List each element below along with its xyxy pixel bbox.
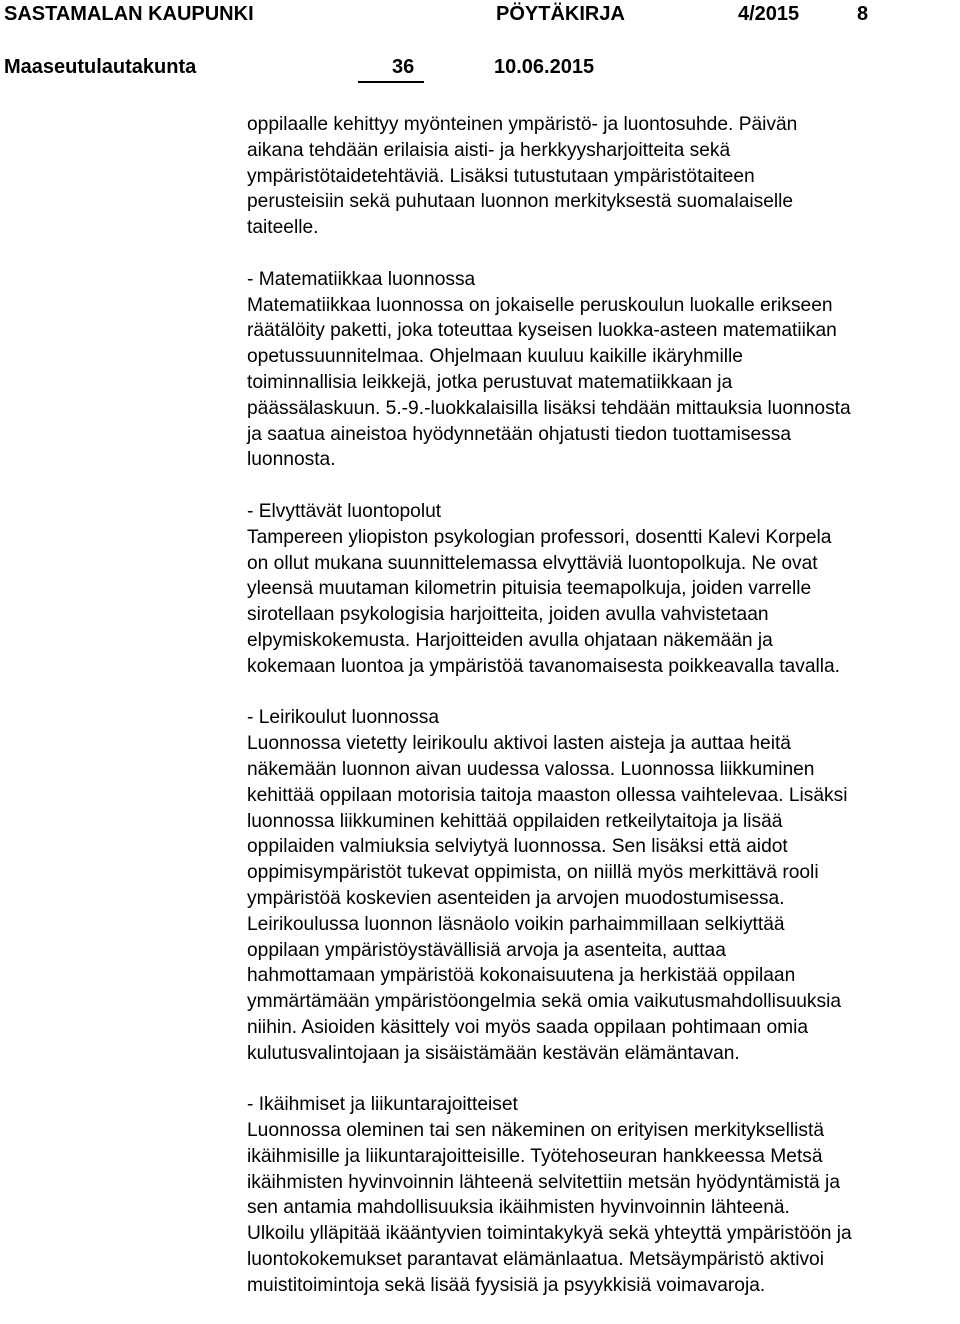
text-line: oppilaalle kehittyy myönteinen ympäristö- ja luontosuhde. Päivän bbox=[247, 114, 798, 135]
text-line: ikäihmisten hyvinvoinnin lähteenä selvitettiin metsän hyödyntämistä ja bbox=[247, 1171, 840, 1193]
document-number: 4/2015 bbox=[738, 3, 800, 25]
text-line: elpymiskokemusta. Harjoitteiden avulla ohjataan näkemään ja bbox=[247, 629, 773, 651]
text-line: oppilaiden valmiuksia selviytyä luonnossa. Sen lisäksi että aidot bbox=[247, 836, 788, 858]
paragraph-intro bbox=[247, 112, 959, 241]
text-line: ymmärtämään ympäristöongelmia sekä omia vaikutusmahdollisuuksia bbox=[247, 991, 841, 1013]
text-line: Leirikoulussa luonnon läsnäolo voikin parhaimmillaan selkiyttää bbox=[247, 913, 785, 935]
text-line: Luonnossa oleminen tai sen näkeminen on erityisen merkityksellistä bbox=[247, 1120, 824, 1142]
board-name: Maaseutulautakunta bbox=[4, 56, 197, 78]
text-line: ja saatua aineistoa hyödynnetään ohjatusti tiedon tuottamisessa bbox=[247, 423, 792, 445]
section-underline bbox=[358, 81, 424, 83]
text-line: aikana tehdään erilaisia aisti- ja herkkyysharjoitteita sekä bbox=[247, 139, 731, 161]
text-line: sen antamia mahdollisuuksia ikäihmisten hyvinvoinnin lähteenä. bbox=[247, 1197, 790, 1219]
paragraph-restorative-trails bbox=[247, 499, 959, 680]
meeting-date: 10.06.2015 bbox=[494, 56, 595, 78]
text-line: Ulkoilu ylläpitää ikääntyvien toimintakykyä sekä yhteyttä ympäristöön ja bbox=[247, 1223, 852, 1245]
text-line: näkemään luonnon aivan uudessa valossa. Luonnossa liikkuminen bbox=[247, 758, 815, 780]
organization-name: SASTAMALAN KAUPUNKI bbox=[4, 3, 254, 25]
text-line: kulutusvalintojaan ja sisäistämään kestävän elämäntavan. bbox=[247, 1042, 740, 1064]
text-line: luonnossa liikkuminen kehittää oppilaiden retkeilytaitoja ja lisää bbox=[247, 810, 783, 832]
text-line: luontokokemukset parantavat elämänlaatua. Metsäympäristö aktivoi bbox=[247, 1249, 824, 1271]
text-line: opetussuunnitelmaa. Ohjelmaan kuuluu kaikille ikäryhmille bbox=[247, 346, 743, 368]
text-line: oppilaan ympäristöystävällisiä arvoja ja asenteita, auttaa bbox=[247, 939, 726, 961]
text-line: perusteisiin sekä puhutaan luonnon merkityksestä suomalaiselle bbox=[247, 191, 794, 213]
text-line: päässälaskuun. 5.-9.-luokkalaisilla lisäksi tehdään mittauksia luonnosta bbox=[247, 397, 851, 419]
text-line: Luonnossa vietetty leirikoulu aktivoi lasten aisteja ja auttaa heitä bbox=[247, 733, 791, 755]
text-line: sirotellaan psykologisia harjoitteita, joiden avulla vahvistetaan bbox=[247, 604, 769, 626]
text-line: kokemaan luontoa ja ympäristöä tavanomaisesta poikkeavalla tavalla. bbox=[247, 655, 841, 677]
text-line: yleensä muutaman kilometrin pituisia teemapolkuja, joiden varrelle bbox=[247, 578, 812, 600]
text-line: oppimisympäristöt tukevat oppimista, on niillä myös merkittävä rooli bbox=[247, 862, 819, 884]
text-line: Tampereen yliopiston psykologian professori, dosentti Kalevi Korpela bbox=[247, 526, 832, 548]
paragraph-elderly bbox=[247, 1092, 959, 1298]
text-line: taiteelle. bbox=[247, 217, 319, 239]
section-number: 36 bbox=[392, 56, 415, 78]
text-line: hahmottamaan ympäristöä kokonaisuutena ja herkistää oppilaan bbox=[247, 965, 796, 987]
page-number: 8 bbox=[857, 3, 869, 25]
section-heading: - Matematiikkaa luonnossa bbox=[247, 268, 476, 290]
text-line: kehittää oppilaan motorisia taitoja maaston ollessa vaihtelevaa. Lisäksi bbox=[247, 784, 848, 806]
paragraph-math-in-nature bbox=[247, 267, 959, 473]
text-line: luonnosta. bbox=[247, 449, 336, 471]
text-line: ikäihmisille ja liikuntarajoitteisille. Työtehoseuran hankkeessa Metsä bbox=[247, 1145, 823, 1167]
text-line: ympäristöä koskevien asenteiden ja arvojen muodostumisessa. bbox=[247, 887, 785, 909]
text-line: on ollut mukana suunnittelemassa elvyttäviä luontopolkuja. Ne ovat bbox=[247, 552, 818, 574]
text-line: ympäristötaidetehtäviä. Lisäksi tutustutaan ympäristötaiteen bbox=[247, 165, 755, 187]
section-heading: - Leirikoulut luonnossa bbox=[247, 707, 439, 729]
text-line: räätälöity paketti, joka toteuttaa kyseisen luokka-asteen matematiikan bbox=[247, 320, 837, 342]
text-line: Matematiikkaa luonnossa on jokaiselle peruskoulun luokalle erikseen bbox=[247, 294, 833, 316]
paragraph-camp-schools bbox=[247, 705, 959, 1066]
document-body bbox=[247, 112, 959, 1324]
section-heading: - Elvyttävät luontopolut bbox=[247, 500, 442, 522]
text-line: niihin. Asioiden käsittely voi myös saada oppilaan pohtimaan omia bbox=[247, 1016, 809, 1038]
section-heading: - Ikäihmiset ja liikuntarajoitteiset bbox=[247, 1094, 518, 1116]
text-line: toiminnallisia leikkejä, jotka perustuvat matematiikkaan ja bbox=[247, 371, 733, 393]
document-type: PÖYTÄKIRJA bbox=[496, 3, 625, 25]
text-line: muistitoimintoja sekä lisää fyysisiä ja psyykkisiä voimavaroja. bbox=[247, 1274, 766, 1296]
